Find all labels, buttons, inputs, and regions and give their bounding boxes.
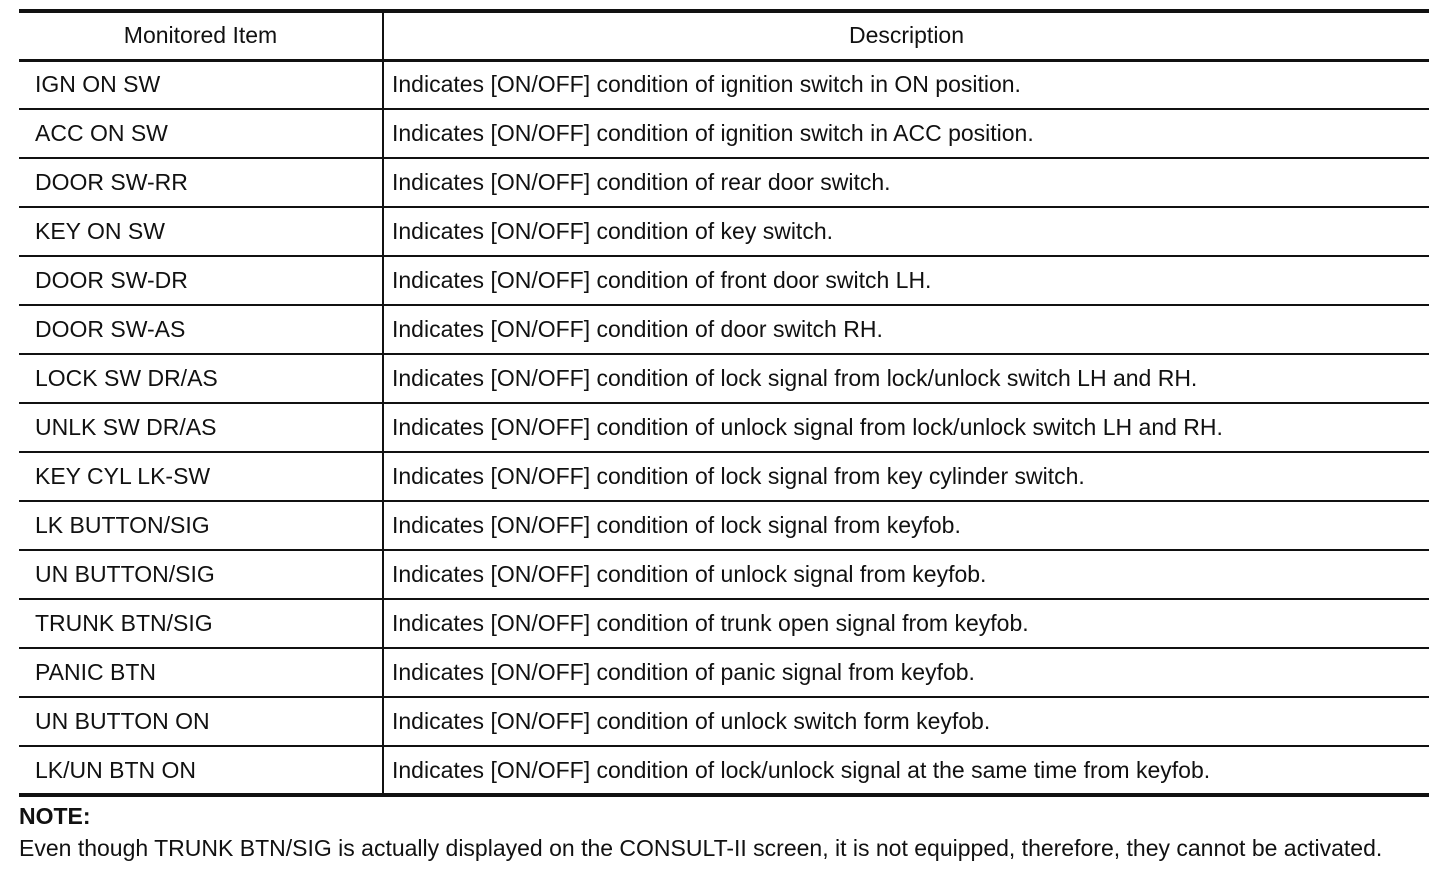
description-cell: Indicates [ON/OFF] condition of unlock signal from lock/unlock switch LH and RH. [383,403,1429,452]
table-row [19,354,1429,403]
monitored-item-cell: LK BUTTON/SIG [19,501,383,550]
table-row [19,158,1429,207]
table-row [19,648,1429,697]
monitored-item-cell: LK/UN BTN ON [19,746,383,795]
monitored-item-cell: TRUNK BTN/SIG [19,599,383,648]
description-cell: Indicates [ON/OFF] condition of key switch. [383,207,1429,256]
note-section [19,803,1439,861]
description-cell: Indicates [ON/OFF] condition of lock signal from keyfob. [383,501,1429,550]
description-cell: Indicates [ON/OFF] condition of door switch RH. [383,305,1429,354]
table-row [19,746,1429,795]
monitored-item-cell: UNLK SW DR/AS [19,403,383,452]
table-row [19,305,1429,354]
monitored-items-table [19,9,1429,797]
table-row [19,452,1429,501]
description-cell: Indicates [ON/OFF] condition of ignition switch in ACC position. [383,109,1429,158]
monitored-item-cell: DOOR SW-DR [19,256,383,305]
description-cell: Indicates [ON/OFF] condition of panic signal from keyfob. [383,648,1429,697]
monitored-item-cell: UN BUTTON ON [19,697,383,746]
description-cell: Indicates [ON/OFF] condition of lock signal from key cylinder switch. [383,452,1429,501]
table-row [19,550,1429,599]
note-title: NOTE: [19,803,91,829]
description-cell: Indicates [ON/OFF] condition of rear door switch. [383,158,1429,207]
table-row [19,403,1429,452]
table-row [19,109,1429,158]
table-row [19,501,1429,550]
description-cell: Indicates [ON/OFF] condition of unlock signal from keyfob. [383,550,1429,599]
table-row [19,60,1429,109]
header-description: Description [383,11,1429,60]
table-row [19,697,1429,746]
monitored-item-cell: PANIC BTN [19,648,383,697]
monitored-item-cell: LOCK SW DR/AS [19,354,383,403]
table-row [19,256,1429,305]
monitored-item-cell: KEY ON SW [19,207,383,256]
monitored-item-cell: IGN ON SW [19,60,383,109]
description-cell: Indicates [ON/OFF] condition of unlock switch form keyfob. [383,697,1429,746]
description-cell: Indicates [ON/OFF] condition of front door switch LH. [383,256,1429,305]
table-row [19,599,1429,648]
description-cell: Indicates [ON/OFF] condition of lock/unlock signal at the same time from keyfob. [383,746,1429,795]
note-text: Even though TRUNK BTN/SIG is actually displayed on the CONSULT-II screen, it is not equipped, therefore, they cannot be activated. [19,835,1383,861]
table-header-row [19,11,1429,60]
monitored-item-cell: DOOR SW-RR [19,158,383,207]
monitored-item-cell: KEY CYL LK-SW [19,452,383,501]
monitored-item-cell: UN BUTTON/SIG [19,550,383,599]
header-monitored-item: Monitored Item [19,11,383,60]
monitored-item-cell: ACC ON SW [19,109,383,158]
table-row [19,207,1429,256]
description-cell: Indicates [ON/OFF] condition of ignition switch in ON position. [383,60,1429,109]
monitored-item-cell: DOOR SW-AS [19,305,383,354]
description-cell: Indicates [ON/OFF] condition of lock signal from lock/unlock switch LH and RH. [383,354,1429,403]
description-cell: Indicates [ON/OFF] condition of trunk open signal from keyfob. [383,599,1429,648]
